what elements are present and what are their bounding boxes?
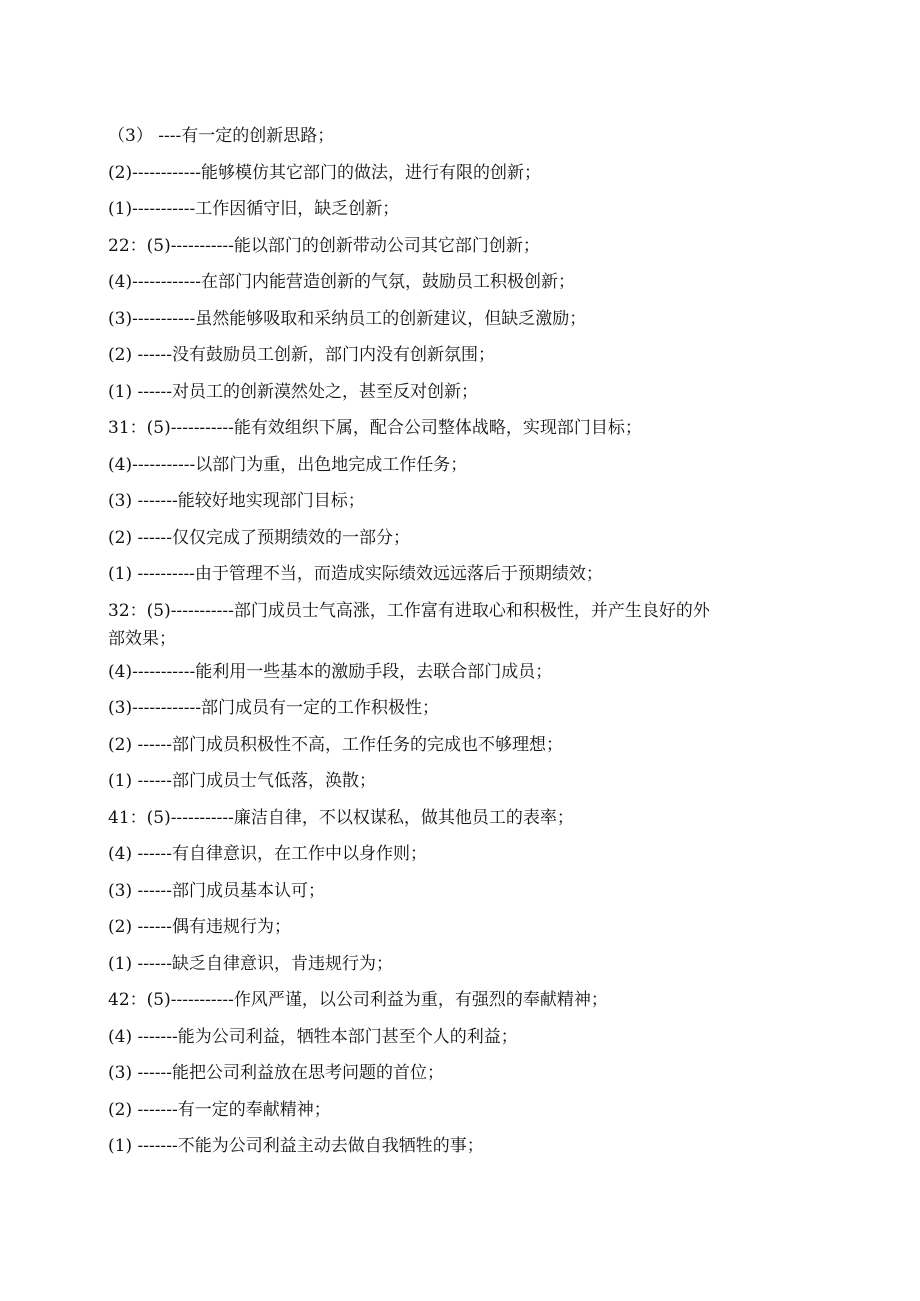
text-line: 42：(5)-----------作风严谨，以公司利益为重，有强烈的奉献精神； bbox=[108, 990, 608, 1010]
text-line: (1) ----------由于管理不当，而造成实际绩效远远落后于预期绩效； bbox=[108, 564, 603, 584]
text-line: (2) ------偶有违规行为； bbox=[108, 917, 291, 937]
text-line: (3) ------部门成员基本认可； bbox=[108, 880, 325, 901]
text-line: (1) ------对员工的创新漠然处之，甚至反对创新； bbox=[108, 381, 478, 402]
text-line: (4)-----------以部门为重，出色地完成工作任务； bbox=[108, 454, 468, 475]
text-line: (1) -------不能为公司利益主动去做自我牺牲的事； bbox=[108, 1136, 484, 1156]
text-line: 31：(5)-----------能有效组织下属，配合公司整体战略，实现部门目标； bbox=[108, 418, 642, 438]
text-line: (3) ------能把公司利益放在思考问题的首位； bbox=[108, 1063, 444, 1083]
text-line: 41：(5)-----------廉洁自律，不以权谋私，做其他员工的表率； bbox=[108, 807, 574, 828]
text-line: （3） ----有一定的创新思路； bbox=[108, 126, 335, 146]
text-line: (4)-----------能利用一些基本的激励手段，去联合部门成员； bbox=[108, 661, 553, 682]
text-line: (4) -------能为公司利益，牺牲本部门甚至个人的利益； bbox=[108, 1026, 518, 1047]
text-line: (4) ------有自律意识，在工作中以身作则； bbox=[108, 844, 427, 864]
text-line: 32：(5)-----------部门成员士气高涨，工作富有进取心和积极性，并产生良好的外 bbox=[108, 600, 710, 621]
text-line: (1) ------缺乏自律意识，肯违规行为； bbox=[108, 953, 393, 974]
text-line: (3) -------能较好地实现部门目标； bbox=[108, 491, 365, 511]
text-line: (2) ------没有鼓励员工创新，部门内没有创新氛围； bbox=[108, 345, 495, 365]
text-line: 22：(5)-----------能以部门的创新带动公司其它部门创新； bbox=[108, 235, 540, 256]
text-line: (2) ------仅仅完成了预期绩效的一部分； bbox=[108, 527, 410, 548]
text-line: (4)------------在部门内能营造创新的气氛，鼓励员工积极创新； bbox=[108, 272, 576, 292]
text-line: (2)------------能够模仿其它部门的做法，进行有限的创新； bbox=[108, 162, 542, 183]
text-line: (3)-----------虽然能够吸取和采纳员工的创新建议，但缺乏激励； bbox=[108, 308, 587, 329]
text-line-continuation: 部效果； bbox=[108, 628, 176, 649]
text-line: (1) ------部门成员士气低落，涣散； bbox=[108, 771, 376, 791]
text-line: (2) -------有一定的奉献精神； bbox=[108, 1099, 331, 1120]
text-line: (3)------------部门成员有一定的工作积极性； bbox=[108, 698, 440, 718]
text-line: (2) ------部门成员积极性不高，工作任务的完成也不够理想； bbox=[108, 734, 563, 755]
text-line: (1)-----------工作因循守旧，缺乏创新； bbox=[108, 199, 400, 219]
document-body bbox=[108, 118, 808, 1165]
